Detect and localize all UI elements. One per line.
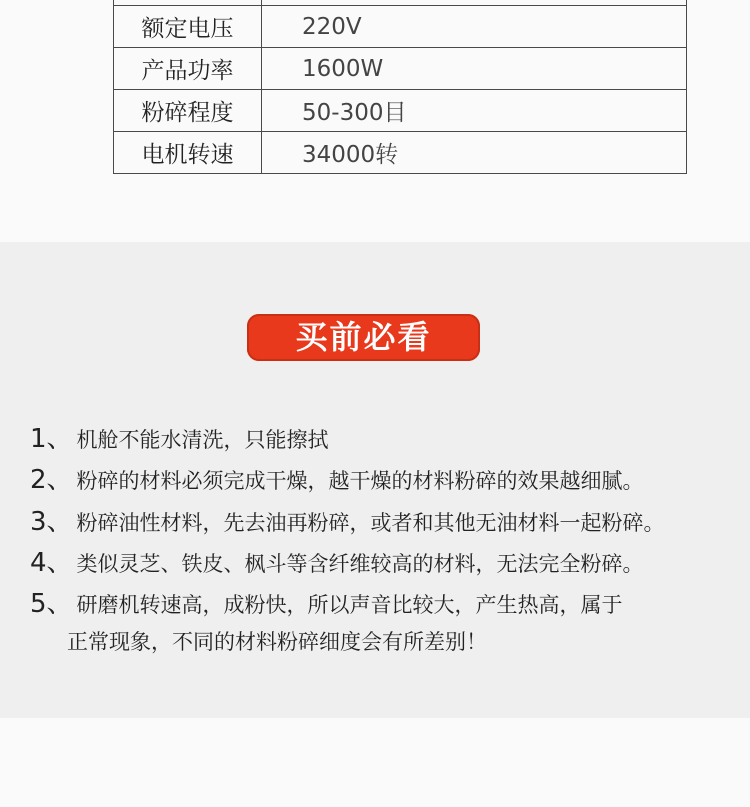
notice-item bbox=[30, 418, 329, 455]
spec-label: 电机转速 bbox=[114, 132, 262, 174]
spec-row bbox=[114, 48, 687, 90]
spec-row bbox=[114, 90, 687, 132]
spec-value: 34000转 bbox=[262, 132, 687, 174]
spec-label: 产品功率 bbox=[114, 48, 262, 90]
notice-item bbox=[30, 583, 623, 620]
spec-row bbox=[114, 6, 687, 48]
spec-value: 50-300目 bbox=[262, 90, 687, 132]
notice-item-text: 机舱不能水清洗，只能擦拭 bbox=[76, 428, 329, 452]
spec-value: 1600W bbox=[262, 48, 687, 90]
notice-item-number: 5、 bbox=[30, 589, 73, 619]
notice-item bbox=[30, 542, 644, 579]
spec-value: 220V bbox=[262, 6, 687, 48]
notice-item bbox=[30, 501, 665, 538]
notice-item-text: 粉碎油性材料，先去油再粉碎，或者和其他无油材料一起粉碎。 bbox=[76, 511, 665, 535]
notice-item-text: 研磨机转速高，成粉快，所以声音比较大，产生热高，属于 bbox=[76, 593, 623, 617]
notice-title-badge: 买前必看 bbox=[247, 314, 480, 361]
notice-item-text: 类似灵芝、铁皮、枫斗等含纤维较高的材料，无法完全粉碎。 bbox=[76, 552, 644, 576]
spec-label: 粉碎程度 bbox=[114, 90, 262, 132]
notice-item-number: 1、 bbox=[30, 424, 73, 454]
notice-item-number: 2、 bbox=[30, 465, 73, 495]
notice-item-number: 3、 bbox=[30, 507, 73, 537]
notice-item bbox=[30, 459, 644, 496]
notice-item-continuation: 正常现象，不同的材料粉碎细度会有所差别！ bbox=[67, 630, 487, 654]
spec-label: 额定电压 bbox=[114, 6, 262, 48]
spec-row bbox=[114, 132, 687, 174]
spec-section bbox=[0, 0, 750, 242]
spec-table bbox=[113, 0, 687, 174]
notice-item-text: 粉碎的材料必须完成干燥，越干燥的材料粉碎的效果越细腻。 bbox=[76, 469, 644, 493]
bottom-spacer bbox=[0, 718, 750, 807]
notice-section bbox=[0, 242, 750, 718]
notice-item-number: 4、 bbox=[30, 548, 73, 578]
